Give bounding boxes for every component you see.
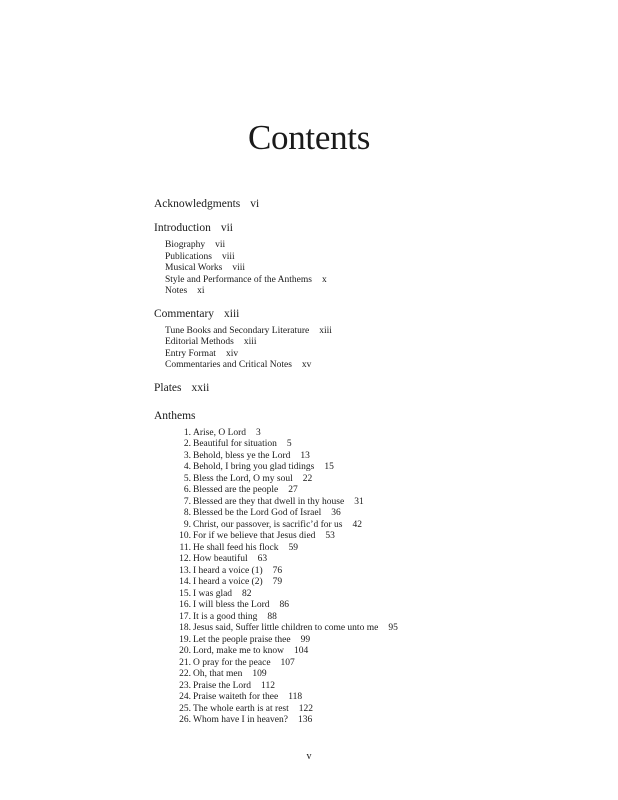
anthem-title: Oh, that men: [193, 669, 243, 679]
anthem-number: 2.: [183, 439, 191, 449]
toc-entry-label: Notes: [165, 286, 188, 296]
anthem-page: 99: [300, 634, 311, 645]
toc-entry-page: xiii: [319, 325, 332, 336]
anthem-entry[interactable]: [165, 439, 594, 451]
anthem-entry[interactable]: [165, 543, 594, 555]
toc-section-page: xiii: [224, 307, 240, 320]
toc-subsection-entry[interactable]: [165, 326, 594, 338]
anthem-page: 53: [325, 531, 335, 541]
anthem-entry[interactable]: [165, 497, 594, 509]
anthem-page: 13: [300, 450, 310, 461]
anthem-title: The whole earth is at rest: [193, 703, 289, 714]
anthem-entry[interactable]: [165, 600, 594, 612]
anthem-title: I was glad: [193, 588, 233, 599]
anthem-entry[interactable]: [165, 531, 594, 543]
toc-entry-label: Commentaries and Critical Notes: [165, 360, 292, 370]
anthem-entry[interactable]: [165, 485, 594, 497]
toc-section-plates[interactable]: [154, 380, 594, 396]
toc-entry-page: xiv: [225, 348, 239, 359]
anthem-entry[interactable]: [165, 474, 594, 486]
toc-entry-label: Tune Books and Secondary Literature: [165, 325, 310, 336]
toc-entry-label: Editorial Methods: [165, 337, 234, 347]
anthem-number: 12.: [179, 554, 191, 564]
toc-entry-page: viii: [232, 263, 246, 273]
anthem-title: How beautiful: [193, 554, 248, 564]
toc-subsection-list: [154, 240, 594, 298]
anthem-entry[interactable]: [165, 520, 594, 532]
toc-entry-page: viii: [221, 251, 235, 262]
anthem-title: I will bless the Lord: [193, 600, 270, 610]
toc-subsection-entry[interactable]: [165, 252, 594, 264]
toc-subsection-entry[interactable]: [165, 286, 594, 298]
anthem-title: For if we believe that Jesus died: [193, 531, 316, 541]
anthem-page: 79: [272, 577, 283, 587]
toc-entry-page: vii: [215, 240, 226, 250]
anthem-page: 122: [298, 703, 314, 714]
anthem-page: 15: [324, 462, 334, 472]
anthem-entry[interactable]: [165, 635, 594, 647]
anthem-title: Bless the Lord, O my soul: [193, 473, 293, 484]
toc-entry-page: xi: [197, 286, 205, 296]
anthem-page: 3: [256, 427, 261, 438]
anthem-number: 8.: [183, 508, 191, 518]
anthem-page: 63: [257, 554, 268, 564]
toc-subsection-entry[interactable]: [165, 240, 594, 252]
toc-entry-label: Entry Format: [165, 348, 216, 359]
anthem-number: 4.: [183, 462, 191, 472]
anthem-number: 13.: [179, 565, 191, 576]
page-title: Contents: [247, 118, 371, 157]
anthem-entry[interactable]: [165, 428, 594, 440]
anthem-number: 5.: [183, 473, 191, 484]
anthem-title: Behold, I bring you glad tidings: [193, 462, 315, 472]
toc-subsection-entry[interactable]: [165, 349, 594, 361]
anthem-number: 26.: [179, 715, 191, 725]
anthem-entry[interactable]: [165, 646, 594, 658]
anthem-page: 5: [286, 439, 292, 449]
anthem-number: 24.: [179, 692, 191, 702]
anthem-number: 19.: [179, 634, 191, 645]
anthem-entry[interactable]: [165, 577, 594, 589]
anthem-page: 136: [297, 715, 313, 725]
toc-entry-label: Publications: [165, 251, 212, 262]
anthem-page: 112: [261, 680, 275, 691]
toc-section-label: Introduction: [154, 222, 211, 234]
anthem-title: Beautiful for situation: [193, 439, 277, 449]
toc-section-label: Commentary: [154, 307, 215, 320]
toc-section-label: Acknowledgments: [154, 198, 241, 210]
anthem-number: 16.: [179, 600, 191, 610]
anthem-number: 17.: [179, 611, 191, 622]
anthem-entry[interactable]: [165, 589, 594, 601]
anthem-number: 20.: [179, 646, 191, 656]
anthem-title: Blessed are they that dwell in thy house: [193, 496, 345, 507]
anthem-entry[interactable]: [165, 612, 594, 624]
anthem-title: Behold, bless ye the Lord: [193, 450, 291, 461]
toc-sections: [154, 196, 594, 396]
table-of-contents: [154, 196, 594, 727]
anthem-page: 86: [279, 600, 290, 610]
anthem-title: He shall feed his flock: [193, 542, 279, 553]
spacer: [154, 212, 594, 220]
toc-section-introduction[interactable]: [154, 220, 594, 236]
anthem-entry[interactable]: [165, 462, 594, 474]
anthem-title: Jesus said, Suffer little children to come unto me: [193, 623, 379, 633]
anthem-number: 23.: [179, 680, 191, 691]
page-number: v: [306, 751, 312, 762]
anthem-number: 14.: [179, 577, 191, 587]
anthem-title: It is a good thing: [193, 611, 258, 622]
toc-entry-label: Style and Performance of the Anthems: [165, 274, 312, 285]
anthem-page: 109: [252, 669, 267, 679]
anthem-page: 59: [288, 542, 298, 553]
toc-section-page: vi: [250, 198, 260, 210]
anthem-entry[interactable]: [165, 451, 594, 463]
toc-subsection-entry[interactable]: [165, 263, 594, 275]
toc-section-acknowledgments[interactable]: [154, 196, 594, 212]
anthem-title: Blessed be the Lord God of Israel: [193, 508, 322, 518]
anthem-entry[interactable]: [165, 669, 594, 681]
anthem-number: 10.: [179, 531, 191, 541]
anthem-entry[interactable]: [165, 715, 594, 727]
toc-entry-page: xiii: [243, 337, 257, 347]
spacer: [154, 396, 594, 408]
anthem-entry[interactable]: [165, 566, 594, 578]
toc-section-page: vii: [220, 222, 233, 234]
anthem-entry[interactable]: [165, 658, 594, 670]
anthem-page: 36: [331, 508, 341, 518]
anthem-page: 82: [242, 588, 252, 599]
anthem-title: Blessed are the people: [193, 485, 279, 495]
anthem-entry[interactable]: [165, 508, 594, 520]
toc-section-label: Plates: [154, 381, 182, 394]
anthem-page: 118: [288, 692, 303, 702]
anthem-title: Christ, our passover, is sacrific’d for us: [193, 519, 343, 530]
anthem-page: 31: [354, 496, 364, 507]
anthem-page: 95: [388, 623, 398, 633]
toc-section-anthems[interactable]: [154, 408, 594, 424]
anthem-title: Praise waiteth for thee: [193, 692, 279, 702]
toc-section-label: Anthems: [154, 409, 196, 422]
spacer: [154, 372, 594, 380]
anthem-page: 104: [294, 646, 309, 656]
anthem-page: 107: [280, 657, 295, 668]
anthem-entry[interactable]: [165, 692, 594, 704]
anthem-title: Whom have I in heaven?: [193, 715, 288, 725]
anthem-title: Praise the Lord: [193, 680, 252, 691]
toc-entry-label: Biography: [165, 240, 206, 250]
anthem-number: 9.: [183, 519, 191, 530]
anthem-number: 18.: [179, 623, 191, 633]
anthem-page: 22: [302, 473, 313, 484]
anthem-title: O pray for the peace: [193, 657, 271, 668]
anthem-number: 15.: [179, 588, 191, 599]
toc-subsection-entry[interactable]: [165, 360, 594, 372]
anthem-entry[interactable]: [165, 704, 594, 716]
anthem-entry[interactable]: [165, 554, 594, 566]
anthem-page: 27: [288, 485, 298, 495]
anthem-entry[interactable]: [165, 623, 594, 635]
toc-subsection-list: [154, 326, 594, 372]
anthem-number: 11.: [179, 542, 191, 553]
anthem-number: 1.: [183, 427, 191, 438]
anthem-title: Arise, O Lord: [193, 427, 247, 438]
anthem-list: [154, 428, 594, 727]
anthem-title: I heard a voice (2): [193, 577, 263, 587]
anthem-number: 3.: [183, 450, 191, 461]
anthem-page: 42: [352, 519, 362, 530]
anthem-page: 76: [272, 565, 283, 576]
spacer: [154, 298, 594, 306]
anthem-entry[interactable]: [165, 681, 594, 693]
toc-subsection-entry[interactable]: [165, 275, 594, 287]
anthem-title: I heard a voice (1): [193, 565, 263, 576]
anthem-number: 25.: [179, 703, 191, 714]
toc-section-page: xxii: [191, 381, 210, 394]
toc-entry-page: xv: [301, 360, 312, 370]
toc-subsection-entry[interactable]: [165, 337, 594, 349]
anthem-number: 21.: [179, 657, 191, 668]
anthem-page: 88: [267, 611, 277, 622]
toc-entry-label: Musical Works: [165, 263, 223, 273]
toc-entry-page: x: [321, 274, 327, 285]
anthem-title: Let the people praise thee: [193, 634, 291, 645]
anthem-number: 6.: [183, 485, 191, 495]
toc-section-commentary[interactable]: [154, 306, 594, 322]
anthem-title: Lord, make me to know: [193, 646, 285, 656]
anthem-number: 7.: [183, 496, 191, 507]
anthem-number: 22.: [179, 669, 191, 679]
